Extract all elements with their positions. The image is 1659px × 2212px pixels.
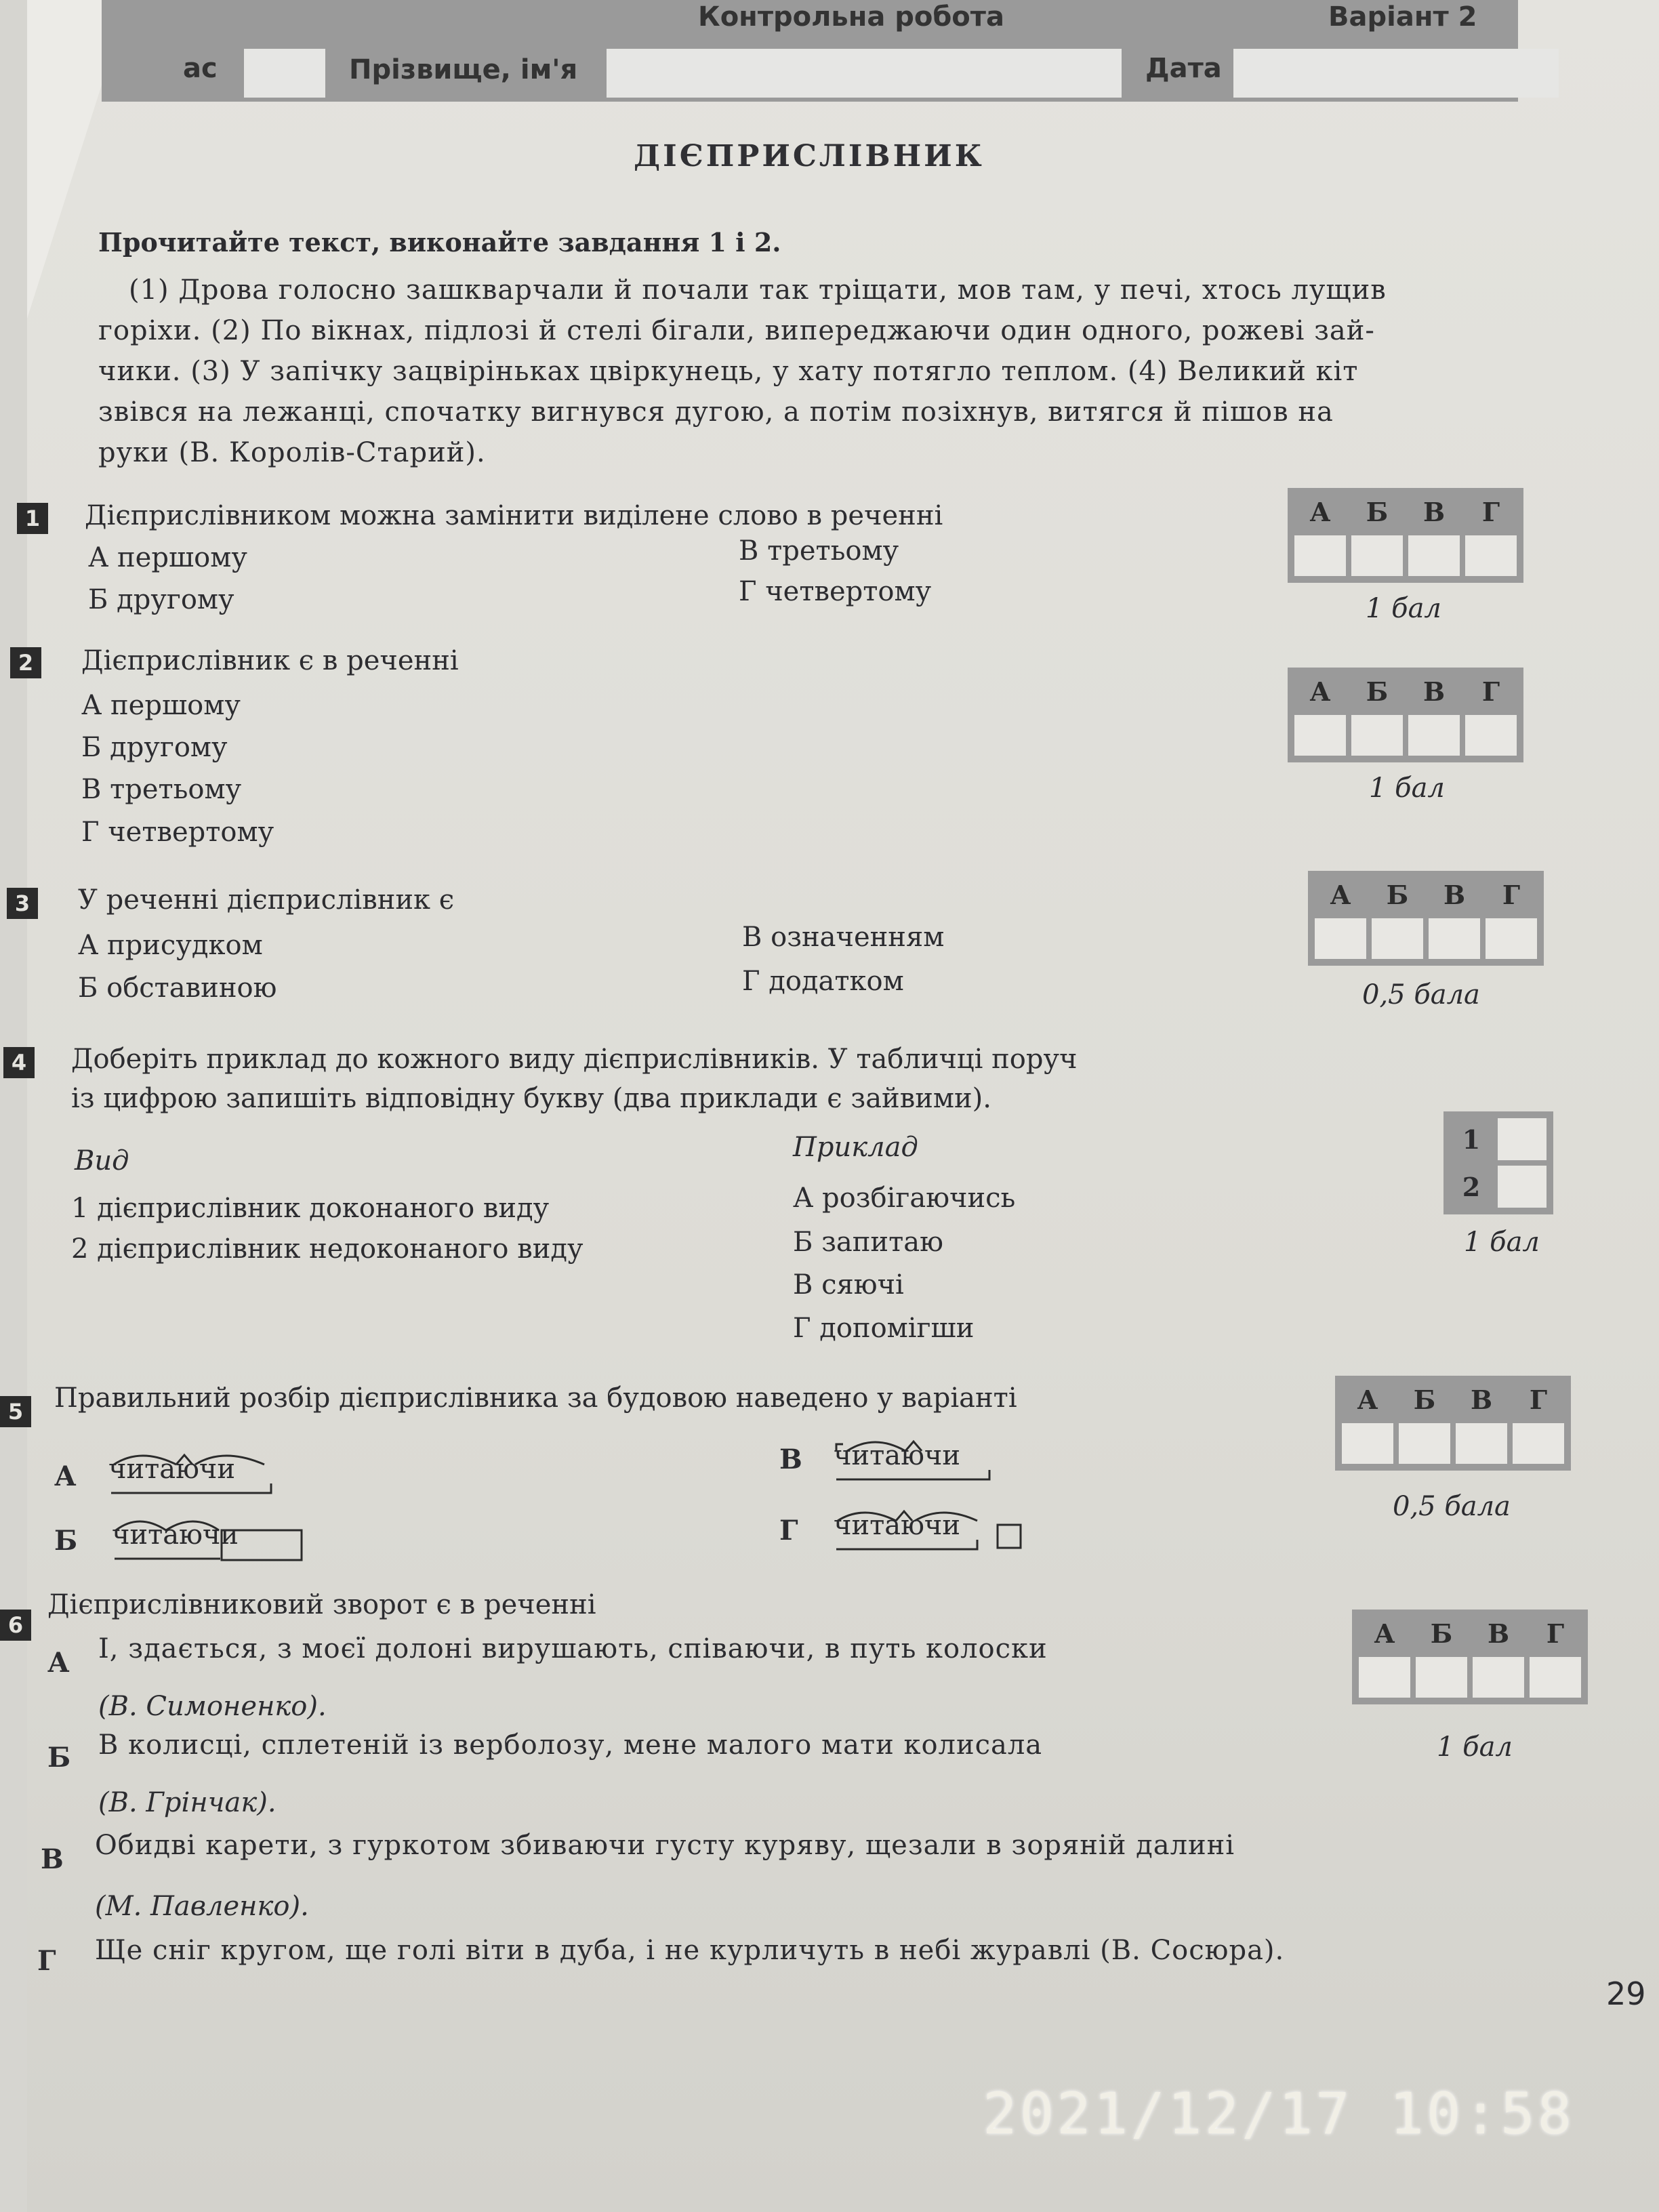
question-number: 2 xyxy=(10,647,41,678)
answer-cell[interactable] xyxy=(1294,715,1346,756)
question-number: 3 xyxy=(7,888,38,919)
text-line: звівся на лежанці, спочатку вигнувся дугою, а потім позіхнув, витягся й пішов на xyxy=(98,396,1334,428)
question-number: 5 xyxy=(0,1396,31,1427)
answer-header: В xyxy=(1487,1618,1510,1649)
option[interactable]: В третьому xyxy=(81,774,242,805)
question-text: із цифрою запишіть відповідну букву (два приклади є зайвими). xyxy=(71,1083,991,1114)
answer-header: А xyxy=(1309,676,1331,707)
answer-grid xyxy=(1335,1376,1571,1471)
option-letter: В xyxy=(779,1443,802,1475)
question-text: У реченні дієприслівник є xyxy=(78,884,455,916)
question-number: 1 xyxy=(17,503,48,534)
answer-grid xyxy=(1308,871,1544,966)
option[interactable]: А першому xyxy=(81,690,241,721)
answer-header: А xyxy=(1357,1385,1378,1415)
answer-header: В xyxy=(1470,1385,1493,1415)
photo-timestamp: 2021/12/17 10:58 xyxy=(983,2081,1575,2147)
answer-cell[interactable] xyxy=(1399,1423,1450,1464)
header-title: Контрольна робота xyxy=(698,1,1004,33)
question-text: Дієприслівник є в реченні xyxy=(81,645,459,676)
answer-grid xyxy=(1352,1610,1588,1704)
morph-option-c[interactable] xyxy=(834,1440,960,1471)
answer-cell[interactable] xyxy=(1342,1423,1393,1464)
match-number: 1 xyxy=(1462,1124,1481,1155)
class-field[interactable] xyxy=(244,49,325,98)
option[interactable]: Б другому xyxy=(88,584,234,615)
topic-title: ДІЄПРИСЛІВНИК xyxy=(634,139,985,173)
match-number: 2 xyxy=(1462,1171,1481,1202)
instruction: Прочитайте текст, виконайте завдання 1 і 2. xyxy=(98,227,781,258)
answer-cell[interactable] xyxy=(1416,1657,1467,1698)
option-line: (М. Павленко). xyxy=(95,1891,309,1922)
answer-grid xyxy=(1288,668,1523,762)
answer-header: Г xyxy=(1529,1385,1548,1415)
column-title-type: Вид xyxy=(75,1145,129,1176)
option-letter: Г xyxy=(37,1945,56,1977)
worksheet-page xyxy=(7,0,1659,2212)
answer-cell[interactable] xyxy=(1408,535,1460,576)
answer-header: Г xyxy=(1481,676,1500,707)
text-line: руки (В. Королів-Старий). xyxy=(98,437,486,468)
score: 1 бал xyxy=(1369,773,1445,804)
answer-header: В xyxy=(1443,880,1466,910)
answer-header: Б xyxy=(1430,1618,1453,1649)
option[interactable]: Б обставиною xyxy=(78,972,277,1004)
morph-word: читаючи xyxy=(112,1519,239,1551)
option-letter: А xyxy=(54,1460,77,1492)
class-label: ас xyxy=(183,53,218,84)
answer-cell[interactable] xyxy=(1372,918,1423,959)
answer-header: В xyxy=(1422,497,1446,527)
answer-cell[interactable] xyxy=(1456,1423,1507,1464)
column-title-example: Приклад xyxy=(793,1132,918,1163)
option-line[interactable]: І, здається, з моєї долоні вирушають, співаючи, в путь колоски xyxy=(98,1633,1048,1664)
question-number: 6 xyxy=(0,1610,31,1641)
question-text: Правильний розбір дієприслівника за будовою наведено у варіанті xyxy=(54,1382,1017,1414)
answer-cell[interactable] xyxy=(1315,918,1366,959)
answer-cell[interactable] xyxy=(1429,918,1480,959)
text-line: чики. (3) У запічку зацвіріньках цвіркунець, у хату потягло теплом. (4) Великий кіт xyxy=(98,356,1359,387)
header-variant: Варіант 2 xyxy=(1328,1,1477,33)
option-letter: А xyxy=(47,1647,70,1679)
header-bar xyxy=(102,0,1518,102)
score: 1 бал xyxy=(1366,593,1441,624)
answer-header: В xyxy=(1422,676,1446,707)
option[interactable]: Г четвертому xyxy=(81,817,274,848)
answer-cell[interactable] xyxy=(1465,715,1517,756)
answer-cell[interactable] xyxy=(1486,918,1537,959)
option[interactable]: Г додатком xyxy=(742,966,904,997)
answer-header: Б xyxy=(1366,497,1389,527)
option-letter: В xyxy=(41,1843,64,1875)
morph-word: читаючи xyxy=(834,1510,961,1541)
answer-grid xyxy=(1288,488,1523,583)
option-line[interactable]: Обидві карети, з гуркотом збиваючи густу куряву, щезали в зоряній далині xyxy=(95,1830,1235,1861)
name-label: Прізвище, ім'я xyxy=(349,54,578,85)
match-grid xyxy=(1443,1111,1553,1214)
answer-cell[interactable] xyxy=(1530,1657,1581,1698)
answer-header: Г xyxy=(1502,880,1521,910)
example-item[interactable]: Б запитаю xyxy=(793,1227,943,1258)
option[interactable]: В означенням xyxy=(742,922,945,953)
option[interactable]: Б другому xyxy=(81,732,228,763)
morph-option-b[interactable] xyxy=(112,1519,239,1551)
question-text: Дієприслівником можна замінити виділене слово в реченні xyxy=(85,500,943,531)
option-letter: Б xyxy=(47,1742,71,1774)
answer-cell[interactable] xyxy=(1513,1423,1564,1464)
type-item: 2 дієприслівник недоконаного виду xyxy=(71,1233,583,1265)
answer-header: А xyxy=(1309,497,1331,527)
answer-cell[interactable] xyxy=(1473,1657,1524,1698)
example-item[interactable]: В сяючі xyxy=(793,1269,904,1300)
type-item: 1 дієприслівник доконаного виду xyxy=(71,1193,550,1224)
option-line[interactable]: В колисці, сплетеній із верболозу, мене малого мати колисала xyxy=(98,1729,1043,1761)
option-line: (В. Грінчак). xyxy=(98,1787,276,1818)
answer-cell[interactable] xyxy=(1351,535,1403,576)
date-label: Дата xyxy=(1145,53,1222,84)
question-number: 4 xyxy=(3,1047,35,1078)
answer-cell[interactable] xyxy=(1351,715,1403,756)
morph-option-d[interactable] xyxy=(834,1510,960,1541)
option[interactable]: А присудком xyxy=(78,930,263,961)
question-text: Дієприслівниковий зворот є в реченні xyxy=(47,1589,596,1620)
option[interactable]: А першому xyxy=(88,542,247,573)
text-line: (1) Дрова голосно зашкварчали й почали так тріщати, мов там, у печі, хтось лущив xyxy=(129,274,1387,306)
answer-cell[interactable] xyxy=(1359,1657,1410,1698)
option[interactable]: В третьому xyxy=(739,535,899,567)
page-number: 29 xyxy=(1606,1975,1646,2012)
example-item[interactable]: Г допомігши xyxy=(793,1313,975,1344)
morph-word: читаючи xyxy=(108,1454,236,1485)
answer-header: Б xyxy=(1386,880,1409,910)
option[interactable]: Г четвертому xyxy=(739,576,932,607)
answer-header: Б xyxy=(1413,1385,1436,1415)
option-letter: Б xyxy=(54,1525,78,1557)
answer-cell[interactable] xyxy=(1465,535,1517,576)
date-field[interactable] xyxy=(1233,49,1559,98)
option-line: (В. Симоненко). xyxy=(98,1691,327,1722)
morph-option-a[interactable] xyxy=(108,1454,235,1485)
answer-header: А xyxy=(1374,1618,1395,1649)
option-letter: Г xyxy=(779,1515,798,1547)
question-text: Доберіть приклад до кожного виду дієприслівників. У табличці поруч xyxy=(71,1044,1078,1075)
answer-header: Г xyxy=(1546,1618,1565,1649)
answer-cell[interactable] xyxy=(1408,715,1460,756)
name-field[interactable] xyxy=(607,49,1122,98)
answer-header: А xyxy=(1330,880,1351,910)
answer-header: Б xyxy=(1366,676,1389,707)
match-cell[interactable] xyxy=(1498,1118,1547,1160)
score: 0,5 бала xyxy=(1393,1491,1511,1522)
score: 1 бал xyxy=(1437,1732,1513,1763)
option-line[interactable]: Ще сніг кругом, ще голі віти в дуба, і не курличуть в небі журавлі (В. Сосюра). xyxy=(95,1935,1285,1966)
example-item[interactable]: А розбігаючись xyxy=(793,1183,1016,1214)
answer-header: Г xyxy=(1481,497,1500,527)
score: 0,5 бала xyxy=(1362,979,1480,1010)
text-line: горіхи. (2) По вікнах, підлозі й стелі бігали, випереджаючи один одного, рожеві зай- xyxy=(98,315,1375,346)
answer-cell[interactable] xyxy=(1294,535,1346,576)
score: 1 бал xyxy=(1464,1227,1540,1258)
morph-word: читаючи xyxy=(834,1440,961,1471)
match-cell[interactable] xyxy=(1498,1166,1547,1208)
